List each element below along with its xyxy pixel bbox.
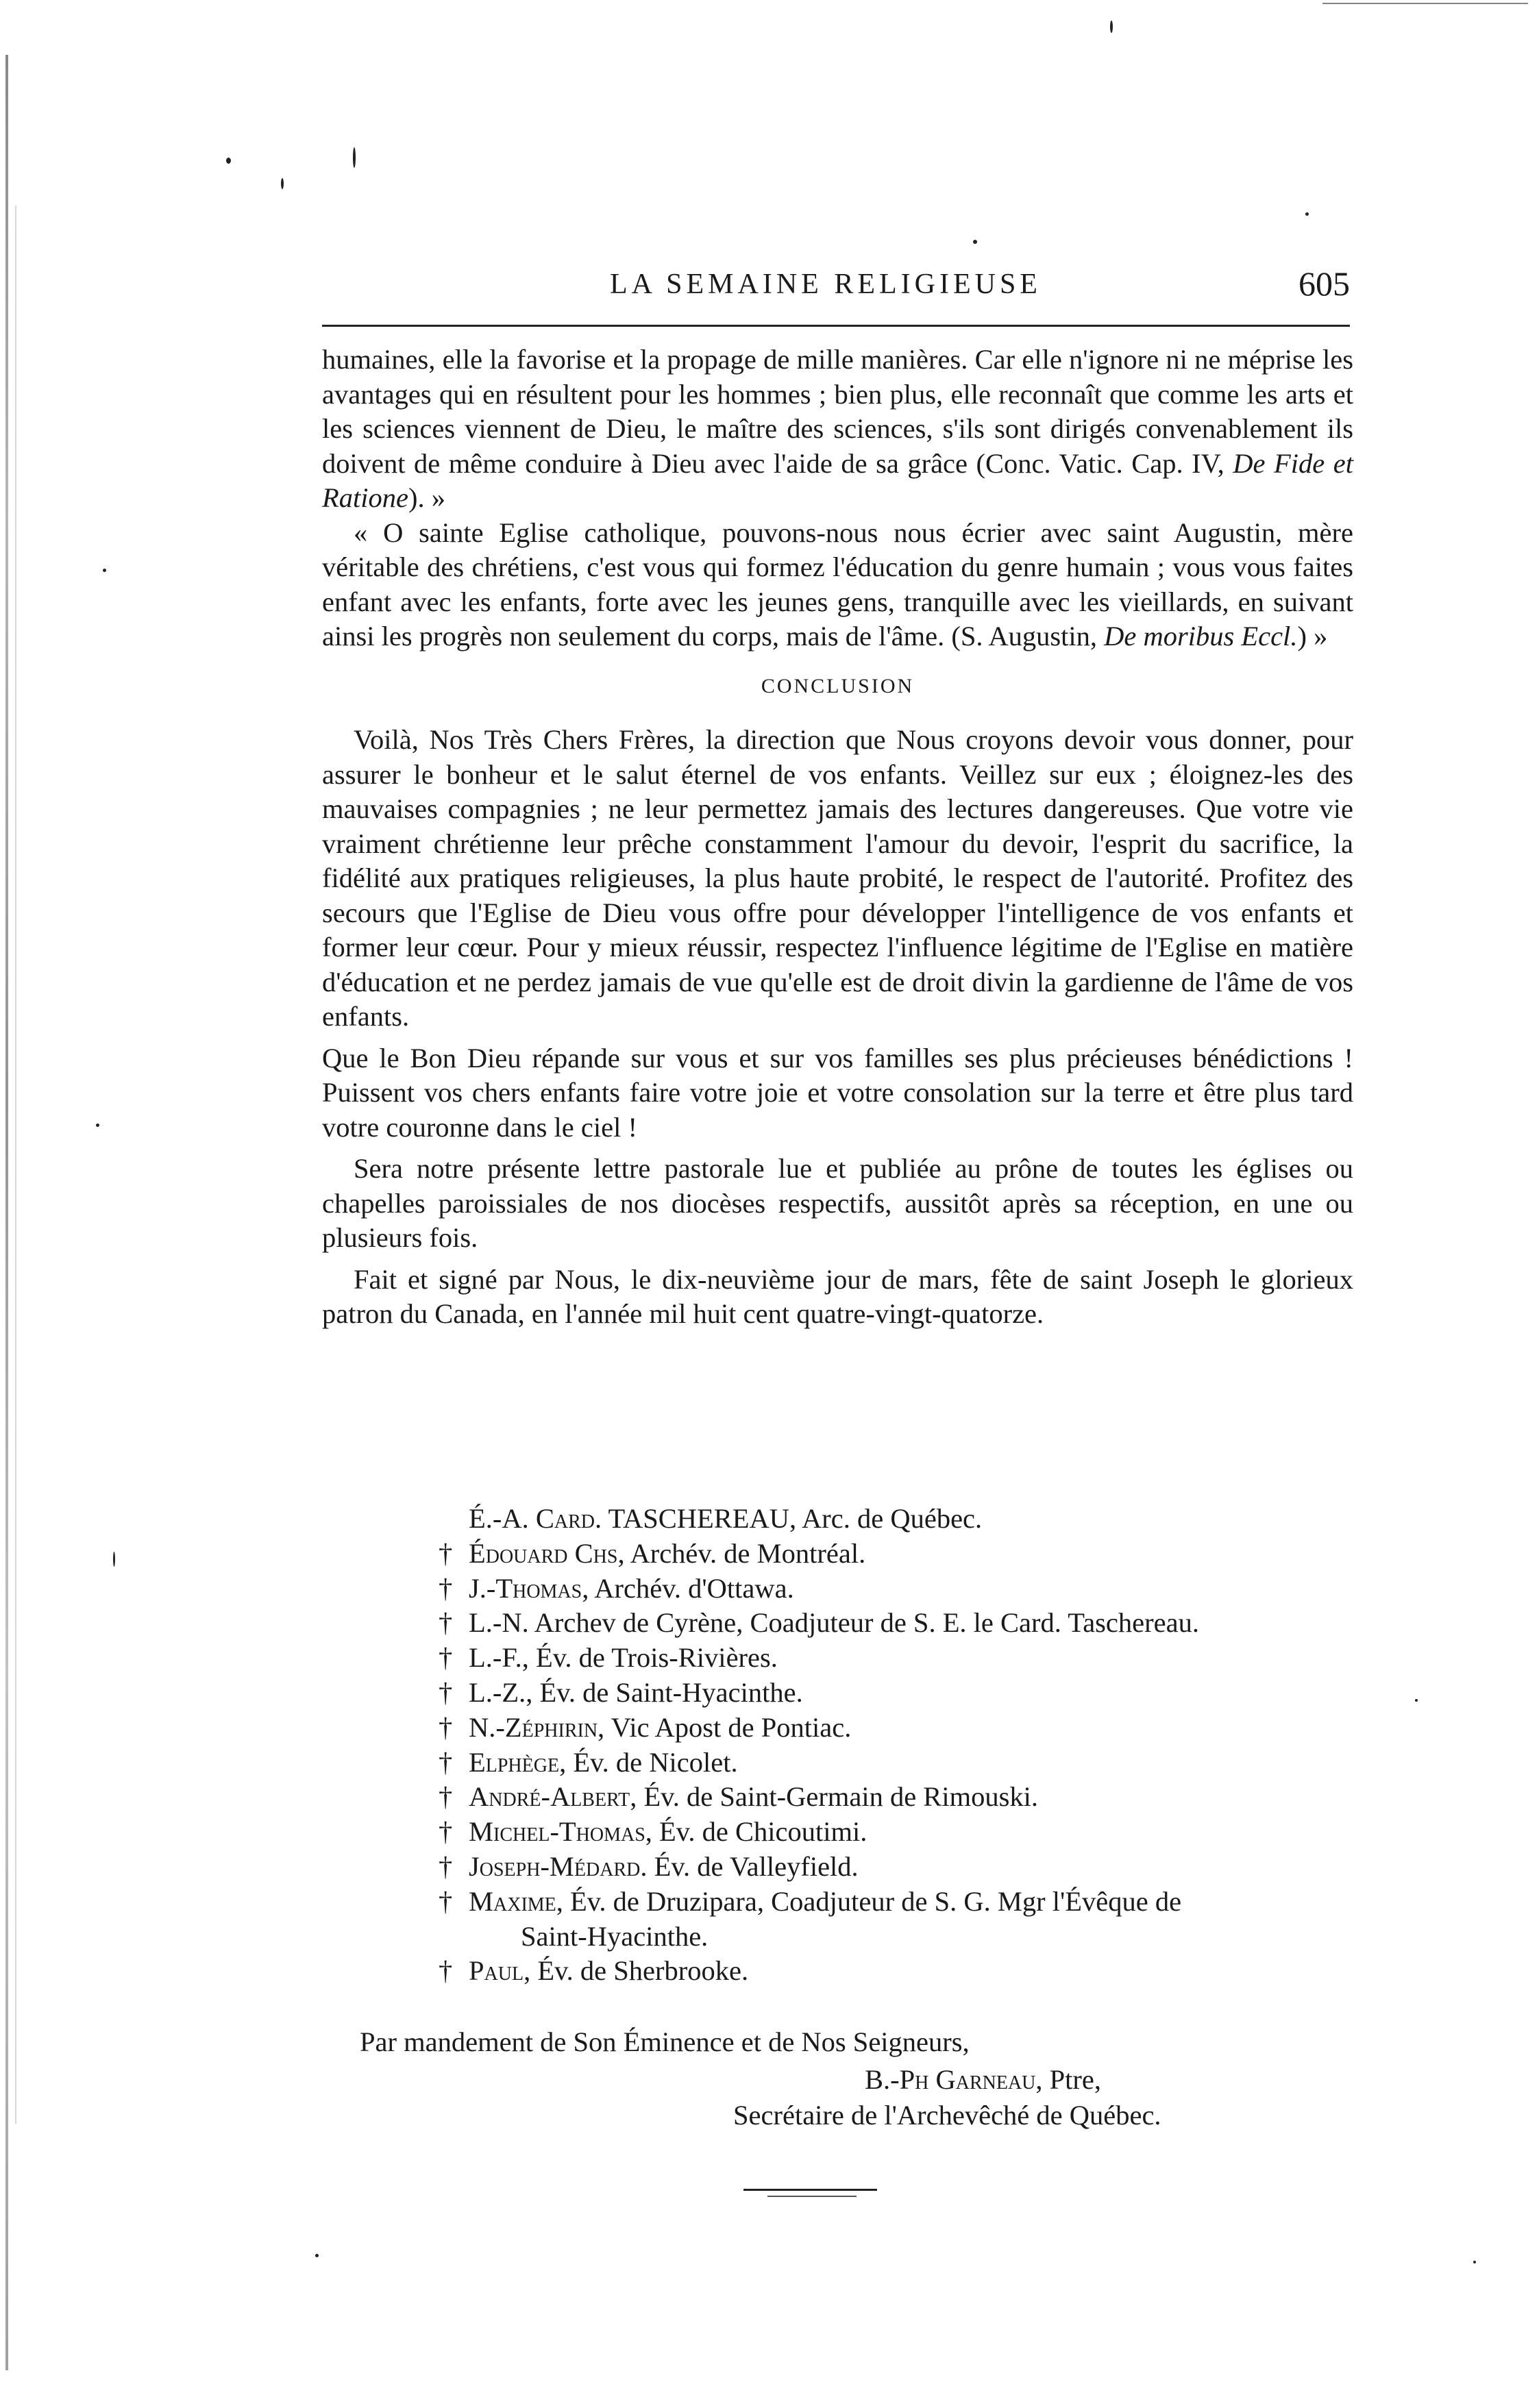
- signatory-title: , Év. de Saint-Hyacinthe.: [526, 1676, 803, 1708]
- secretary-title: Secrétaire de l'Archevêché de Québec.: [733, 2100, 1161, 2131]
- scan-speck: [1473, 2261, 1476, 2263]
- dagger-mark: †: [439, 1850, 453, 1882]
- signatory-title: . Év. de Valleyfield.: [640, 1850, 859, 1882]
- scan-artifact: [1322, 3, 1528, 4]
- paragraph: Fait et signé par Nous, le dix-neuvième jour de mars, fête de saint Joseph le glorieux patron du Canada, en l'année mil huit cent quatre-vingt-quatorze.: [322, 1263, 1353, 1329]
- signatory-title: TASCHEREAU, Arc. de Québec.: [602, 1503, 983, 1534]
- secretary-name-line: B.-Ph Garneau, Ptre,: [865, 2064, 1102, 2095]
- signature-line: [439, 1502, 1357, 1537]
- signature-line: [439, 1780, 1357, 1815]
- signatory-title: , Év. de Trois-Rivières.: [521, 1642, 778, 1674]
- signatory-name: É.-A. Card.: [469, 1503, 602, 1534]
- scan-speck: [281, 178, 284, 189]
- signature-line: [439, 1572, 1357, 1606]
- signatory-name: L.-F.: [469, 1642, 522, 1674]
- signature-line: [439, 1920, 1357, 1954]
- scan-edge-shadow-secondary: [15, 206, 16, 2124]
- dagger-mark: †: [439, 1537, 453, 1569]
- signatory-name: J.-Thomas: [469, 1572, 582, 1604]
- signature-list: [439, 1502, 1357, 1989]
- dagger-mark: †: [439, 1885, 453, 1917]
- section-heading: CONCLUSION: [761, 674, 915, 697]
- signatory-title: , Archév. d'Ottawa.: [582, 1572, 794, 1604]
- citation-title: De moribus Eccl.: [1104, 621, 1298, 651]
- signatory-title: , Év. de Nicolet.: [559, 1746, 738, 1778]
- paragraph: Voilà, Nos Très Chers Frères, la direction que Nous croyons devoir vous donner, pour assurer le bonheur et le salut éternel de vos enfants. Veillez sur eux ; éloignez-les des mauvaises compagnies ; ne leur permettez jamais des lectures dangereuses. Que votre vie vraiment chrétienne leur prêche constamment l'amour du devoir, l'esprit du sacrifice, la fidélité aux pratiques religieuses, la plus haute probité, le respect de l'autorité. Profitez des secours que l'Eglise de Dieu vous offre pour développer l'intelligence de vos enfants et former leur cœur. Pour y mieux réussir, respectez l'influence légitime de l'Eglise en matière d'éducation et ne perdez jamais de vue qu'elle est de droit divin la gardienne de l'âme de vos enfants.: [322, 724, 1353, 1032]
- journal-title: LA SEMAINE RELIGIEUSE: [610, 269, 1042, 300]
- signatory-title: , Vic Apost de Pontiac.: [598, 1711, 852, 1743]
- dagger-mark: †: [439, 1955, 453, 1987]
- dagger-mark: †: [439, 1746, 453, 1778]
- running-head: [322, 264, 1357, 305]
- paragraph: humaines, elle la favorise et la propage de mille manières. Car elle n'ignore ni ne méprise les avantages qui en résultent pour les hommes ; bien plus, elle reconnaît que comme les arts et les sciences viennent de Dieu, le maître des sciences, s'ils sont dirigés convenablement ils doivent de même conduire à Dieu avec l'aide de sa grâce (Conc. Vatic. Cap. IV, De Fide et Ratione). »: [322, 344, 1353, 513]
- signature-line: [439, 1537, 1357, 1572]
- dagger-mark: †: [439, 1607, 453, 1639]
- signatory-name: Maxime: [469, 1885, 556, 1917]
- dagger-mark: †: [439, 1676, 453, 1708]
- scan-edge-shadow: [5, 55, 8, 2370]
- signatory-name: André-Albert: [469, 1781, 630, 1813]
- signatory-name: N.-Zéphirin: [469, 1711, 598, 1743]
- signatory-title: , Év. de Druzipara, Coadjuteur de S. G. Mgr l'Évêque de: [556, 1885, 1182, 1917]
- mandement-line: Par mandement de Son Éminence et de Nos Seigneurs,: [360, 2026, 970, 2057]
- scan-speck: [113, 1552, 115, 1567]
- signature-line: [439, 1641, 1357, 1676]
- scan-speck: [1415, 1699, 1418, 1702]
- scan-speck: [226, 158, 231, 164]
- signature-line: [439, 1711, 1357, 1746]
- scan-speck: [353, 147, 356, 168]
- signatory-title: , Év. de Sherbrooke.: [524, 1955, 749, 1987]
- scan-speck: [96, 1124, 99, 1127]
- signatory-title: , Archév. de Montréal.: [617, 1537, 866, 1569]
- citation-title: De Fide et Ratione: [322, 447, 1353, 513]
- paragraph: Sera notre présente lettre pastorale lue et publiée au prône de toutes les églises ou chapelles paroissiales de nos diocèses respectifs, aussitôt après sa réception, en une ou plusieurs fois.: [322, 1153, 1353, 1253]
- dagger-mark: †: [439, 1781, 453, 1813]
- signatory-title: , Év. de Saint-Germain de Rimouski.: [630, 1781, 1038, 1813]
- signatory-title: , Év. de Chicoutimi.: [645, 1816, 867, 1848]
- end-rule: [743, 2189, 877, 2191]
- signatory-title: Archev de Cyrène, Coadjuteur de S. E. le Card. Taschereau.: [528, 1607, 1199, 1639]
- dagger-mark: †: [439, 1642, 453, 1674]
- scan-speck: [315, 2254, 319, 2257]
- paragraph: Que le Bon Dieu répande sur vous et sur vos familles ses plus précieuses bénédictions ! Puissent vos chers enfants faire votre joie et votre consolation sur la terre et être plus tard votre couronne dans le ciel !: [322, 1042, 1353, 1143]
- header-rule: [322, 325, 1350, 327]
- signature-line: [439, 1850, 1357, 1885]
- page-number: 605: [1298, 264, 1350, 303]
- dagger-mark: †: [439, 1816, 453, 1848]
- signature-line: [439, 1606, 1357, 1641]
- signatory-name: Édouard Chs: [469, 1537, 618, 1569]
- dagger-mark: †: [439, 1711, 453, 1743]
- signatory-name: Paul: [469, 1955, 524, 1987]
- signature-line: [439, 1676, 1357, 1711]
- signatory-name: Michel-Thomas: [469, 1816, 645, 1848]
- article-body: [322, 343, 1353, 1332]
- secretary-name: B.-Ph Garneau: [865, 2064, 1036, 2095]
- scan-speck: [973, 240, 977, 244]
- signature-line: [439, 1954, 1357, 1989]
- signature-line: [439, 1885, 1357, 1920]
- scan-speck: [103, 569, 106, 572]
- signatory-name: L.-N.: [469, 1607, 529, 1639]
- scan-speck: [1110, 21, 1113, 33]
- signatory-name: L.-Z.: [469, 1676, 526, 1708]
- paragraph: « O sainte Eglise catholique, pouvons-nous nous écrier avec saint Augustin, mère véritable des chrétiens, c'est vous qui formez l'éducation du genre humain ; vous vous faites enfant avec les enfants, forte avec les jeunes gens, tranquille avec les vieillards, en suivant ainsi les progrès non seulement du corps, mais de l'âme. (S. Augustin, De moribus Eccl.) »: [322, 517, 1353, 651]
- signatory-name: Joseph-Médard: [469, 1850, 641, 1882]
- dagger-mark: †: [439, 1572, 453, 1604]
- signatory-title: Saint-Hyacinthe.: [521, 1920, 709, 1952]
- signatory-name: Elphège: [469, 1746, 560, 1778]
- signature-line: [439, 1815, 1357, 1850]
- end-rule-secondary: [767, 2196, 857, 2197]
- scan-speck: [1305, 212, 1309, 216]
- signature-line: [439, 1746, 1357, 1780]
